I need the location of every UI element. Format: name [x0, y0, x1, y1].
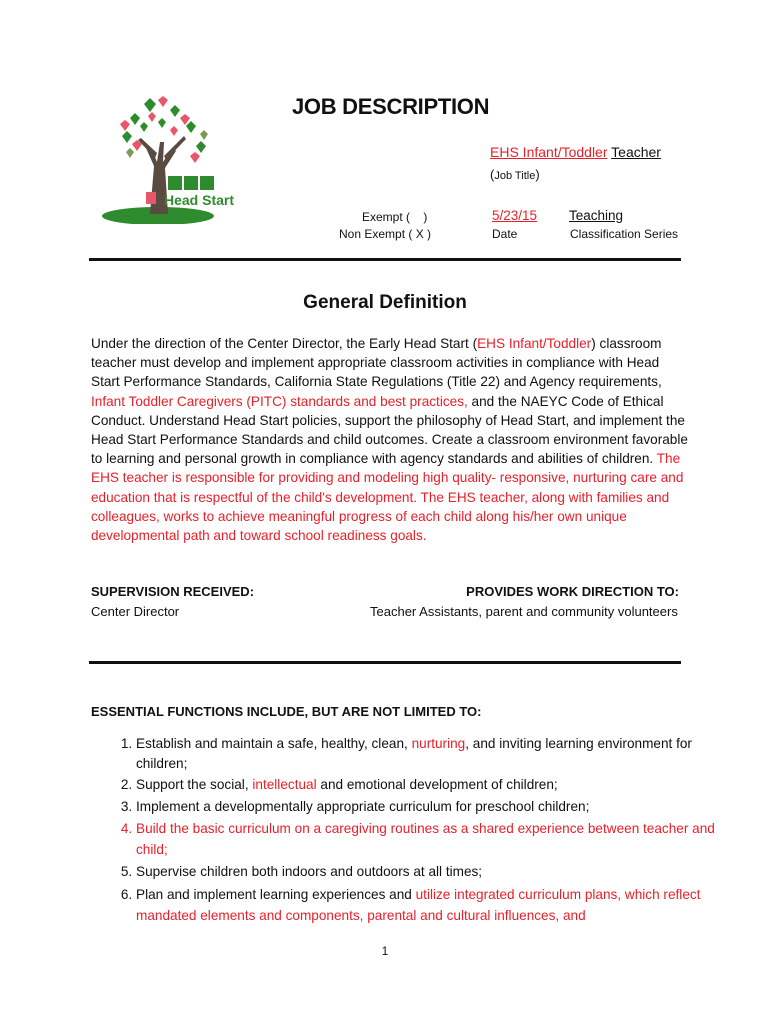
classification-label: Classification Series: [570, 227, 679, 241]
list-item: 6. Plan and implement learning experiences and utilize integrated curriculum plans, which reflect mandated elements and components, parental and cultural influences, and: [136, 884, 736, 926]
classification-value: Teaching: [569, 208, 624, 223]
page-title: JOB DESCRIPTION: [292, 94, 490, 119]
job-title-caption: (Job Title): [490, 167, 540, 182]
job-title-label: Job Title: [494, 170, 536, 182]
date-value: 5/23/15: [492, 208, 538, 223]
divider-top: [89, 258, 681, 261]
job-title: [490, 144, 661, 160]
general-definition-paragraph: [91, 334, 691, 545]
para-text-3: and the NAEYC Code of Ethical Conduct. Understand Head Start policies, support the philosophy of Head Start, and implement the Head Start Performance Standards and child outcomes. Create a classroom environment favorable to learning and personal growth in compliance with agency standards and abilities of children.: [91, 393, 688, 467]
provides-direction-value: Teacher Assistants, parent and community volunteers: [370, 604, 678, 619]
para-red-3: The EHS teacher is responsible for providing and modeling high quality- responsive, nurturing care and education that is respectful of the child's development. The EHS teacher, along with families and colleagues, works to achieve meaningful progress of each child along his/her own unique developmental path and toward school readiness goals.: [91, 451, 684, 544]
essential-functions-list: [92, 734, 736, 928]
head-start-logo: [100, 96, 245, 224]
date-label: Date: [492, 227, 518, 241]
essential-functions-heading: ESSENTIAL FUNCTIONS INCLUDE, BUT ARE NOT LIMITED TO:: [91, 704, 482, 719]
provides-direction-heading: PROVIDES WORK DIRECTION TO:: [466, 584, 679, 599]
job-title-red: EHS Infant/Toddler: [490, 144, 608, 160]
list-item: 3. Implement a developmentally appropriate curriculum for preschool children;: [136, 797, 736, 817]
list-item: 5. Supervise children both indoors and outdoors at all times;: [136, 862, 736, 882]
list-item: 1. Establish and maintain a safe, healthy, clean, nurturing, and inviting learning environment for children;: [136, 734, 736, 773]
page-number: 1: [381, 944, 389, 958]
logo-text: Head Start: [164, 192, 235, 208]
exempt-label: Exempt ( ): [362, 210, 428, 224]
para-text-2: ) classroom teacher must develop and implement appropriate classroom activities in compliance with Head Start Performance Standards, California State Regulations (Title 22) and Agency requirements,: [91, 336, 662, 390]
general-definition-heading: General Definition: [303, 292, 467, 313]
list-item: 2. Support the social, intellectual and emotional development of children;: [136, 775, 736, 795]
list-item: 4. Build the basic curriculum on a caregiving routines as a shared experience between teacher and child;: [136, 818, 736, 860]
non-exempt-label: Non Exempt ( X ): [339, 227, 432, 241]
para-text-1: Under the direction of the Center Director, the Early Head Start (: [91, 336, 478, 351]
job-title-black: Teacher: [611, 144, 661, 160]
supervision-received-value: Center Director: [91, 604, 180, 619]
para-red-2: Infant Toddler Caregivers (PITC) standards and best practices,: [91, 393, 468, 409]
divider-middle: [89, 661, 681, 664]
para-red-1: EHS Infant/Toddler: [477, 336, 592, 351]
supervision-received-heading: SUPERVISION RECEIVED:: [91, 584, 255, 599]
